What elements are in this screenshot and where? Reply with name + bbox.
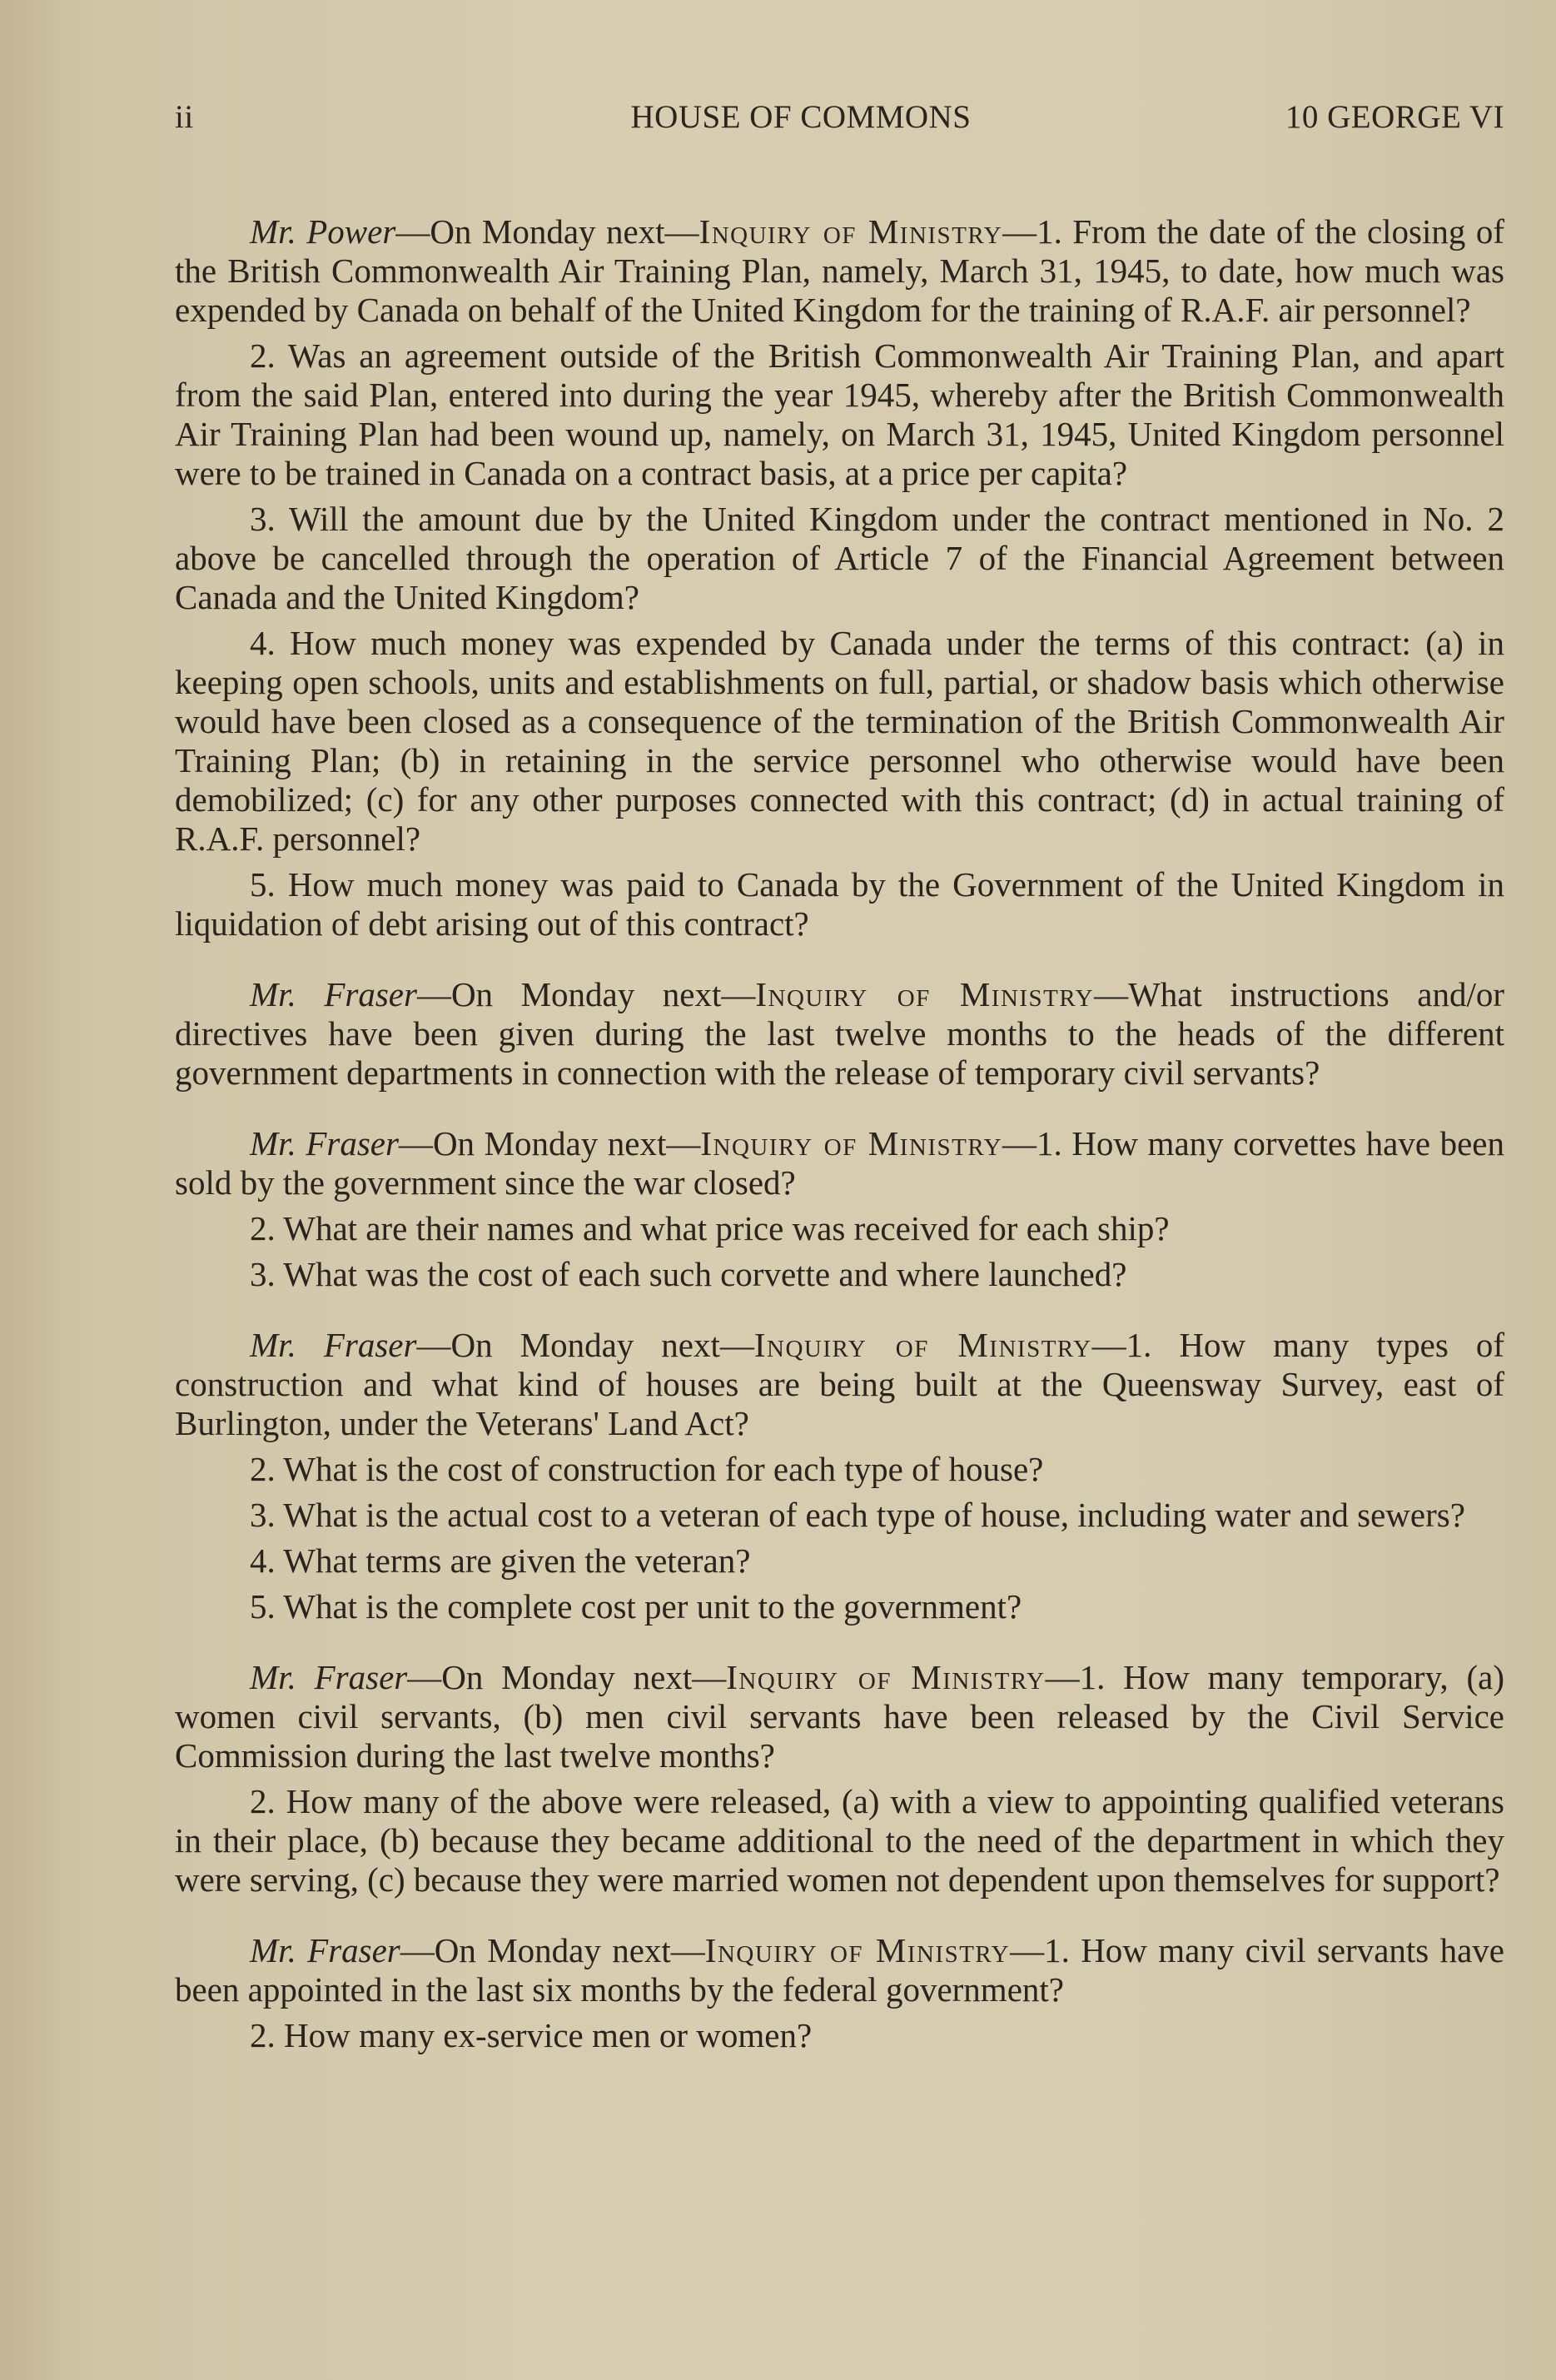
member-name: Mr. Fraser xyxy=(250,1124,399,1163)
question-block xyxy=(175,1658,1504,1900)
paragraph-text: 3. What is the actual cost to a veteran of each type of house, including water and sewers? xyxy=(250,1496,1465,1534)
question-paragraph xyxy=(175,1209,1504,1248)
header-reign: 10 GEORGE VI xyxy=(1285,99,1504,135)
notice-text: —On Monday next— xyxy=(395,212,699,251)
member-name: Mr. Power xyxy=(250,212,396,251)
notice-text: —On Monday next— xyxy=(416,975,756,1013)
question-paragraph xyxy=(175,865,1504,944)
page-number: ii xyxy=(175,99,194,135)
paragraph-text: 4. What terms are given the veteran? xyxy=(250,1541,751,1580)
question-paragraph xyxy=(175,1496,1504,1535)
question-paragraph xyxy=(175,1255,1504,1294)
inquiry-label: Inquiry of Ministry xyxy=(753,1326,1092,1364)
paragraph-text: —1. From the date of the closing of the British Commonwealth Air Training Plan, namely, March 31, 1945, to date, how much was expended by Canada on behalf of the United Kingdom for the training of R.A.F. air personnel? xyxy=(175,212,1505,329)
question-block xyxy=(175,975,1504,1093)
question-paragraph xyxy=(175,1541,1504,1581)
running-header xyxy=(175,98,1504,136)
question-paragraph xyxy=(175,500,1504,617)
question-block xyxy=(175,1326,1504,1626)
inquiry-label: Inquiry of Ministry xyxy=(700,1124,1003,1163)
paragraph-text: —1. How many temporary, (a) women civil servants, (b) men civil servants have been released by the Civil Service Commission during the last twelve months? xyxy=(175,1658,1504,1775)
member-name: Mr. Fraser xyxy=(250,1931,400,1969)
inquiry-label: Inquiry of Ministry xyxy=(726,1658,1046,1696)
question-paragraph xyxy=(175,1450,1504,1489)
paragraph-text: 3. What was the cost of each such corvette and where launched? xyxy=(250,1255,1127,1293)
paragraph-text: 4. How much money was expended by Canada under the terms of this contract: (a) in keeping open schools, units and establishments on full, partial, or shadow basis which otherwise would have been closed as a consequence of the termination of the British Commonwealth Air Training Plan; (b) in retaining in the service personnel who otherwise would have been demobilized; (c) for any other purposes connected with this contract; (d) in actual training of R.A.F. personnel? xyxy=(175,624,1504,858)
paragraph-text: 2. What are their names and what price was received for each ship? xyxy=(250,1209,1170,1247)
question-lead-paragraph xyxy=(175,212,1504,330)
paragraph-text: —1. How many corvettes have been sold by the government since the war closed? xyxy=(175,1124,1504,1202)
inquiry-label: Inquiry of Ministry xyxy=(704,1931,1011,1969)
question-lead-paragraph xyxy=(175,1326,1504,1443)
paragraph-text: 5. How much money was paid to Canada by the Government of the United Kingdom in liquidation of debt arising out of this contract? xyxy=(175,865,1504,943)
inquiry-label: Inquiry of Ministry xyxy=(755,975,1095,1013)
question-lead-paragraph xyxy=(175,1931,1504,2009)
notice-text: —On Monday next— xyxy=(398,1124,701,1163)
question-lead-paragraph xyxy=(175,1124,1504,1202)
paragraph-text: 2. How many ex-service men or women? xyxy=(250,2016,813,2054)
paragraph-text: —1. How many civil servants have been appointed in the last six months by the federal government? xyxy=(175,1931,1504,2009)
paragraph-text: 2. What is the cost of construction for each type of house? xyxy=(250,1450,1044,1488)
question-paragraph xyxy=(175,624,1504,859)
notice-text: —On Monday next— xyxy=(407,1658,727,1696)
question-lead-paragraph xyxy=(175,975,1504,1093)
question-paragraph xyxy=(175,2016,1504,2055)
question-block xyxy=(175,212,1504,944)
paragraph-text: 3. Will the amount due by the United Kingdom under the contract mentioned in No. 2 above be cancelled through the operation of Article 7 of the Financial Agreement between Canada and the United Kingdom? xyxy=(175,500,1504,616)
member-name: Mr. Fraser xyxy=(250,975,417,1013)
paragraph-text: 5. What is the complete cost per unit to the government? xyxy=(250,1587,1022,1626)
paragraph-text: —What instructions and/or directives have been given during the last twelve months to the heads of the different government departments in connection with the release of temporary civil servants? xyxy=(175,975,1504,1092)
member-name: Mr. Fraser xyxy=(250,1326,417,1364)
question-block xyxy=(175,1124,1504,1294)
question-paragraph xyxy=(175,336,1504,493)
paragraph-text: 2. How many of the above were released, (a) with a view to appointing qualified veterans in their place, (b) because they became additional to the need of the department in which they were serving, (c) because they were married women not dependent upon themselves for support? xyxy=(175,1782,1504,1899)
member-name: Mr. Fraser xyxy=(250,1658,408,1696)
header-title: HOUSE OF COMMONS xyxy=(630,99,972,135)
notice-text: —On Monday next— xyxy=(416,1326,754,1364)
notice-text: —On Monday next— xyxy=(400,1931,705,1969)
paragraph-text: —1. How many types of construction and what kind of houses are being built at the Queensway Survey, east of Burlington, under the Veterans' Land Act? xyxy=(175,1326,1504,1442)
inquiry-label: Inquiry of Ministry xyxy=(698,212,1003,251)
paragraph-text: 2. Was an agreement outside of the British Commonwealth Air Training Plan, and apart from the said Plan, entered into during the year 1945, whereby after the British Commonwealth Air Training Plan had been wound up, namely, on March 31, 1945, United Kingdom personnel were to be trained in Canada on a contract basis, at a price per capita? xyxy=(175,336,1504,492)
question-paragraph xyxy=(175,1587,1504,1626)
questions-list xyxy=(175,212,1504,2055)
question-paragraph xyxy=(175,1782,1504,1900)
question-block xyxy=(175,1931,1504,2055)
question-lead-paragraph xyxy=(175,1658,1504,1775)
